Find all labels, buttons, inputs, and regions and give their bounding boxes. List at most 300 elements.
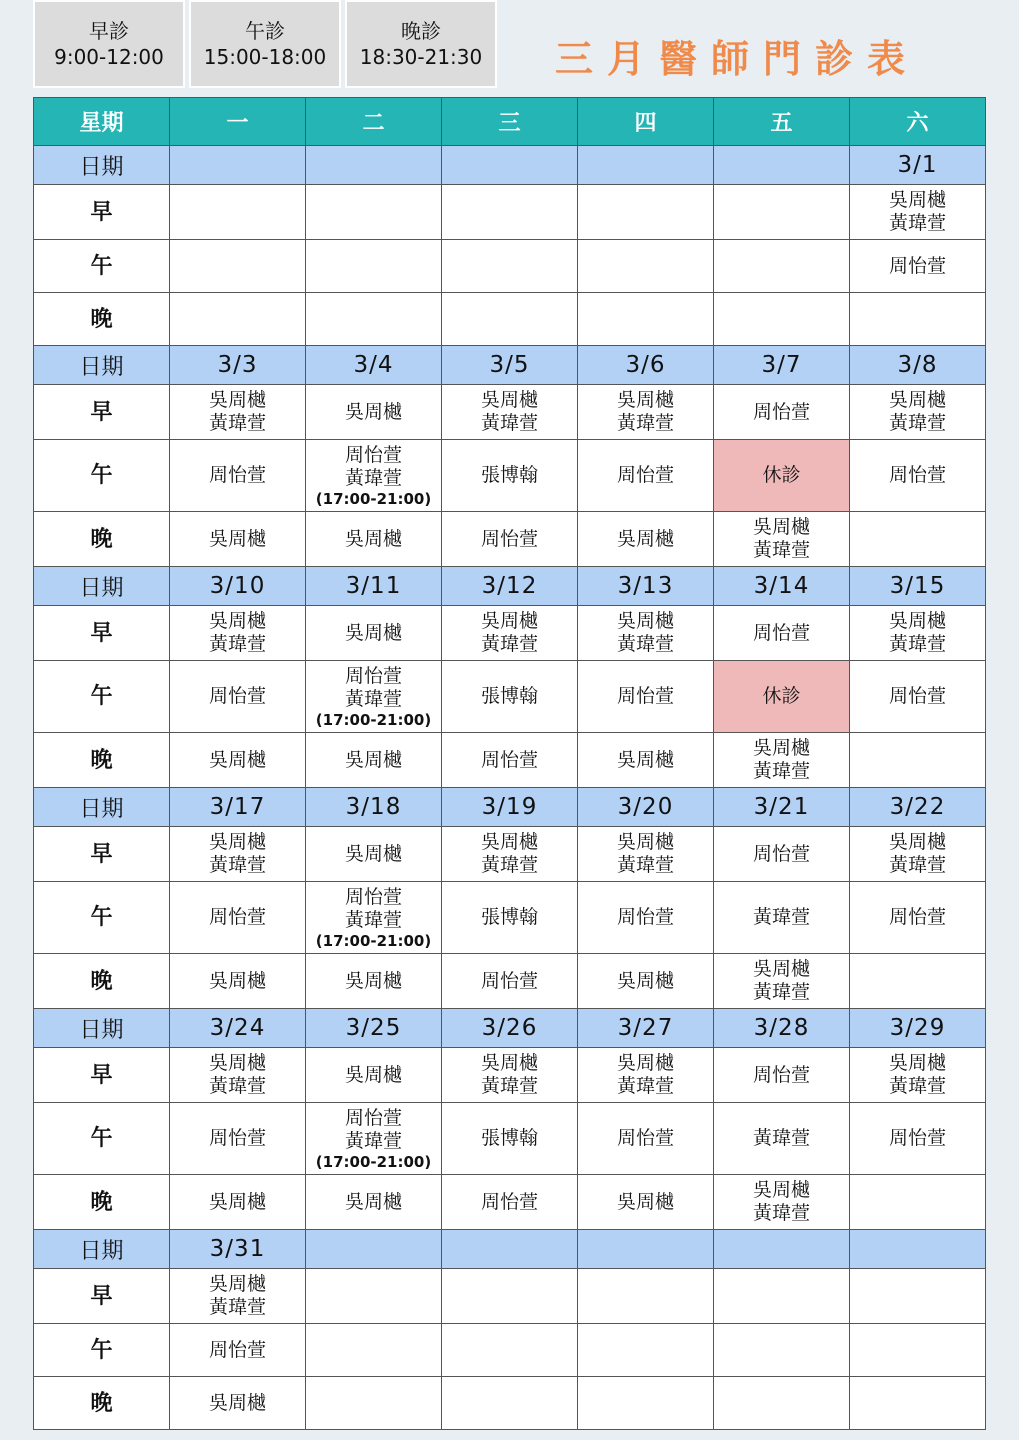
date-row [34, 567, 986, 606]
doctor-name: 黃瑋萱 [752, 1127, 810, 1149]
date-cell: 3/25 [306, 1009, 442, 1048]
date-row-label: 日期 [34, 1009, 170, 1048]
doctor-name: 吳周樾 [480, 389, 538, 411]
date-cell: 3/31 [170, 1230, 306, 1269]
doctor-name: 周怡萱 [616, 685, 674, 707]
doctor-name: 黃瑋萱 [752, 981, 810, 1003]
doctor-name: 吳周樾 [752, 958, 810, 980]
schedule-cell [170, 661, 306, 733]
schedule-cell [306, 1103, 442, 1175]
afternoon-session-row [34, 240, 986, 293]
doctor-name: 吳周樾 [208, 969, 266, 992]
doctor-name: 黃瑋萱 [208, 854, 266, 876]
doctor-name: 吳周樾 [344, 1190, 402, 1213]
schedule-cell [578, 1269, 714, 1324]
schedule-cell [442, 240, 578, 293]
doctor-name: 黃瑋萱 [888, 412, 946, 434]
date-cell: 3/28 [714, 1009, 850, 1048]
doctor-name: 吳周樾 [888, 189, 946, 211]
schedule-cell [850, 240, 986, 293]
schedule-cell [442, 512, 578, 567]
morning-session-row [34, 185, 986, 240]
doctor-name: 吳周樾 [888, 389, 946, 411]
evening-session-row [34, 1377, 986, 1430]
doctor-name: 周怡萱 [480, 1190, 538, 1213]
schedule-cell [714, 606, 850, 661]
date-cell [850, 1230, 986, 1269]
doctor-name: 吳周樾 [480, 610, 538, 632]
schedule-cell [578, 385, 714, 440]
doctor-name: 吳周樾 [752, 1179, 810, 1201]
schedule-cell [578, 1377, 714, 1430]
schedule-cell [170, 882, 306, 954]
schedule-cell [306, 385, 442, 440]
date-cell: 3/6 [578, 346, 714, 385]
closed-cell [714, 440, 850, 512]
schedule-cell [578, 733, 714, 788]
schedule-cell [578, 606, 714, 661]
schedule-cell [170, 440, 306, 512]
date-cell: 3/18 [306, 788, 442, 827]
doctor-name: 周怡萱 [344, 664, 402, 687]
schedule-cell [306, 185, 442, 240]
schedule-cell [850, 1175, 986, 1230]
doctor-name: 吳周樾 [616, 748, 674, 771]
schedule-cell [578, 293, 714, 346]
legend-afternoon-name: 午診 [245, 19, 285, 43]
closed-cell [714, 661, 850, 733]
evening-session-row [34, 954, 986, 1009]
afternoon-session-row [34, 661, 986, 733]
schedule-cell [578, 1175, 714, 1230]
doctor-name: 吳周樾 [616, 527, 674, 550]
doctor-name: 周怡萱 [344, 1106, 402, 1129]
doctor-name: 張博翰 [480, 464, 538, 486]
header-tuesday: 二 [306, 98, 442, 146]
doctor-name: 周怡萱 [208, 1338, 266, 1361]
header-friday: 五 [714, 98, 850, 146]
doctor-name: 黃瑋萱 [752, 760, 810, 782]
doctor-name: 吳周樾 [208, 1190, 266, 1213]
date-cell: 3/13 [578, 567, 714, 606]
schedule-cell [442, 882, 578, 954]
schedule-cell [170, 1324, 306, 1377]
date-cell [306, 146, 442, 185]
schedule-cell [578, 185, 714, 240]
schedule-cell [850, 293, 986, 346]
schedule-cell [714, 1048, 850, 1103]
date-row-label: 日期 [34, 1230, 170, 1269]
schedule-cell [850, 1377, 986, 1430]
schedule-cell [306, 606, 442, 661]
legend-evening-time: 18:30-21:30 [359, 45, 483, 69]
header-weekday-label: 星期 [34, 98, 170, 146]
schedule-cell [306, 827, 442, 882]
date-row [34, 146, 986, 185]
schedule-cell [170, 1269, 306, 1324]
schedule-cell [442, 385, 578, 440]
schedule-cell [850, 1103, 986, 1175]
morning-session-row [34, 827, 986, 882]
legend-morning-name: 早診 [89, 19, 129, 43]
schedule-cell [578, 1048, 714, 1103]
doctor-name: 黃瑋萱 [616, 633, 674, 655]
doctor-name: 吳周樾 [208, 1391, 266, 1414]
date-cell: 3/11 [306, 567, 442, 606]
schedule-cell [442, 1175, 578, 1230]
schedule-cell [850, 440, 986, 512]
schedule-cell [170, 512, 306, 567]
date-cell: 3/5 [442, 346, 578, 385]
date-row [34, 1009, 986, 1048]
legend-morning-time: 9:00-12:00 [54, 45, 164, 69]
evening-session-label: 晚 [34, 512, 170, 567]
doctor-name: 吳周樾 [752, 516, 810, 538]
morning-session-label: 早 [34, 1269, 170, 1324]
doctor-name: 吳周樾 [208, 389, 266, 411]
schedule-cell [578, 827, 714, 882]
schedule-cell [714, 240, 850, 293]
schedule-cell [714, 1377, 850, 1430]
doctor-name: 周怡萱 [344, 443, 402, 466]
schedule-cell [442, 1048, 578, 1103]
schedule-cell [442, 1103, 578, 1175]
doctor-name: 周怡萱 [752, 400, 810, 423]
header-saturday: 六 [850, 98, 986, 146]
date-cell: 3/12 [442, 567, 578, 606]
schedule-cell [714, 954, 850, 1009]
date-cell [306, 1230, 442, 1269]
schedule-cell [170, 293, 306, 346]
evening-session-label: 晚 [34, 293, 170, 346]
schedule-cell [170, 240, 306, 293]
date-cell: 3/22 [850, 788, 986, 827]
evening-session-row [34, 733, 986, 788]
doctor-name: 周怡萱 [888, 464, 946, 486]
doctor-name: 吳周樾 [344, 748, 402, 771]
doctor-name: 黃瑋萱 [344, 466, 402, 489]
schedule-cell [578, 240, 714, 293]
doctor-name: 吳周樾 [208, 610, 266, 632]
schedule-cell [170, 1048, 306, 1103]
schedule-cell [442, 606, 578, 661]
schedule-cell [578, 882, 714, 954]
doctor-name: 黃瑋萱 [480, 633, 538, 655]
schedule-cell [850, 512, 986, 567]
doctor-name: 吳周樾 [888, 610, 946, 632]
doctor-name: 黃瑋萱 [208, 1296, 266, 1318]
doctor-name: 周怡萱 [208, 464, 266, 486]
schedule-cell [850, 1048, 986, 1103]
schedule-cell [442, 1377, 578, 1430]
date-cell [714, 146, 850, 185]
schedule-cell [170, 1377, 306, 1430]
doctor-name: 黃瑋萱 [616, 412, 674, 434]
doctor-name: 周怡萱 [752, 621, 810, 644]
header-wednesday: 三 [442, 98, 578, 146]
afternoon-session-label: 午 [34, 1324, 170, 1377]
afternoon-session-row [34, 1103, 986, 1175]
date-cell: 3/20 [578, 788, 714, 827]
schedule-cell [170, 185, 306, 240]
doctor-name: 黃瑋萱 [888, 633, 946, 655]
schedule-cell [442, 827, 578, 882]
schedule-cell [170, 1175, 306, 1230]
legend-afternoon [189, 0, 341, 88]
schedule-cell [850, 882, 986, 954]
morning-session-row [34, 385, 986, 440]
hours-note: (17:00-21:00) [315, 931, 432, 950]
legend-morning [33, 0, 185, 88]
schedule-cell [442, 1324, 578, 1377]
doctor-name: 吳周樾 [344, 1063, 402, 1086]
afternoon-session-label: 午 [34, 240, 170, 293]
date-cell: 3/19 [442, 788, 578, 827]
doctor-name: 吳周樾 [344, 400, 402, 423]
date-row [34, 788, 986, 827]
doctor-name: 周怡萱 [752, 842, 810, 865]
doctor-name: 吳周樾 [616, 969, 674, 992]
legend-evening-name: 晚診 [401, 19, 441, 43]
doctor-name: 周怡萱 [616, 906, 674, 928]
date-cell: 3/14 [714, 567, 850, 606]
schedule-cell [714, 1324, 850, 1377]
doctor-name: 吳周樾 [208, 831, 266, 853]
schedule-cell [850, 185, 986, 240]
schedule-cell [442, 954, 578, 1009]
doctor-name: 休診 [762, 464, 801, 486]
date-row-label: 日期 [34, 146, 170, 185]
date-row-label: 日期 [34, 788, 170, 827]
date-cell: 3/24 [170, 1009, 306, 1048]
schedule-cell [306, 1175, 442, 1230]
schedule-cell [306, 1269, 442, 1324]
doctor-name: 吳周樾 [208, 527, 266, 550]
schedule-cell [714, 882, 850, 954]
doctor-name: 黃瑋萱 [208, 633, 266, 655]
date-row [34, 1230, 986, 1269]
doctor-name: 周怡萱 [616, 464, 674, 486]
doctor-name: 黃瑋萱 [480, 854, 538, 876]
session-legend [33, 0, 501, 88]
doctor-name: 黃瑋萱 [344, 1129, 402, 1152]
schedule-cell [170, 385, 306, 440]
afternoon-session-label: 午 [34, 1103, 170, 1175]
morning-session-label: 早 [34, 827, 170, 882]
date-cell [170, 146, 306, 185]
schedule-cell [578, 954, 714, 1009]
afternoon-session-row [34, 882, 986, 954]
doctor-name: 張博翰 [480, 906, 538, 928]
doctor-name: 黃瑋萱 [208, 412, 266, 434]
schedule-cell [578, 440, 714, 512]
doctor-name: 吳周樾 [480, 1052, 538, 1074]
legend-evening [345, 0, 497, 88]
afternoon-session-label: 午 [34, 661, 170, 733]
doctor-name: 周怡萱 [752, 1063, 810, 1086]
schedule-cell [714, 1175, 850, 1230]
morning-session-row [34, 1048, 986, 1103]
doctor-name: 周怡萱 [888, 685, 946, 707]
doctor-name: 周怡萱 [888, 254, 946, 277]
doctor-name: 周怡萱 [480, 969, 538, 992]
page-title: 三月醫師門診表 [555, 37, 920, 81]
doctor-name: 周怡萱 [480, 527, 538, 550]
schedule-cell [306, 293, 442, 346]
date-cell: 3/17 [170, 788, 306, 827]
header-monday: 一 [170, 98, 306, 146]
doctor-name: 吳周樾 [616, 1190, 674, 1213]
header-thursday: 四 [578, 98, 714, 146]
date-row [34, 346, 986, 385]
date-row-label: 日期 [34, 346, 170, 385]
schedule-cell [442, 440, 578, 512]
doctor-name: 黃瑋萱 [616, 854, 674, 876]
doctor-name: 黃瑋萱 [344, 908, 402, 931]
schedule-body [34, 146, 986, 1430]
doctor-name: 吳周樾 [616, 610, 674, 632]
date-cell [442, 1230, 578, 1269]
schedule-cell [850, 1269, 986, 1324]
afternoon-session-label: 午 [34, 882, 170, 954]
hours-note: (17:00-21:00) [315, 710, 432, 729]
schedule-cell [850, 954, 986, 1009]
date-cell: 3/21 [714, 788, 850, 827]
schedule-cell [170, 1103, 306, 1175]
doctor-name: 吳周樾 [616, 1052, 674, 1074]
doctor-name: 黃瑋萱 [752, 1202, 810, 1224]
doctor-name: 周怡萱 [208, 906, 266, 928]
doctor-name: 吳周樾 [344, 527, 402, 550]
doctor-name: 黃瑋萱 [616, 1075, 674, 1097]
schedule-cell [170, 954, 306, 1009]
doctor-name: 周怡萱 [480, 748, 538, 771]
date-cell: 3/4 [306, 346, 442, 385]
schedule-cell [306, 512, 442, 567]
schedule-cell [714, 293, 850, 346]
afternoon-session-row [34, 1324, 986, 1377]
schedule-cell [306, 661, 442, 733]
doctor-name: 吳周樾 [480, 831, 538, 853]
schedule-cell [850, 827, 986, 882]
schedule-cell [714, 185, 850, 240]
doctor-name: 黃瑋萱 [208, 1075, 266, 1097]
schedule-cell [714, 733, 850, 788]
evening-session-row [34, 512, 986, 567]
schedule-cell [578, 1324, 714, 1377]
morning-session-row [34, 1269, 986, 1324]
schedule-cell [714, 1269, 850, 1324]
schedule-cell [306, 1048, 442, 1103]
date-cell: 3/7 [714, 346, 850, 385]
date-cell: 3/10 [170, 567, 306, 606]
doctor-name: 黃瑋萱 [888, 1075, 946, 1097]
doctor-name: 黃瑋萱 [888, 212, 946, 234]
doctor-name: 吳周樾 [344, 842, 402, 865]
morning-session-label: 早 [34, 606, 170, 661]
schedule-cell [442, 185, 578, 240]
date-cell: 3/8 [850, 346, 986, 385]
doctor-name: 黃瑋萱 [752, 539, 810, 561]
evening-session-row [34, 1175, 986, 1230]
schedule-cell [578, 512, 714, 567]
morning-session-label: 早 [34, 385, 170, 440]
weekday-header-row [34, 98, 986, 146]
doctor-name: 吳周樾 [888, 1052, 946, 1074]
morning-session-label: 早 [34, 185, 170, 240]
doctor-name: 休診 [762, 685, 801, 707]
date-cell: 3/3 [170, 346, 306, 385]
evening-session-label: 晚 [34, 1175, 170, 1230]
schedule-cell [850, 1324, 986, 1377]
schedule-cell [850, 733, 986, 788]
doctor-name: 吳周樾 [208, 1273, 266, 1295]
doctor-name: 吳周樾 [616, 831, 674, 853]
date-cell [578, 146, 714, 185]
schedule-cell [306, 882, 442, 954]
schedule-cell [306, 240, 442, 293]
date-cell: 3/26 [442, 1009, 578, 1048]
schedule-cell [170, 606, 306, 661]
schedule-cell [306, 1324, 442, 1377]
schedule-cell [850, 661, 986, 733]
schedule-cell [170, 827, 306, 882]
date-cell [442, 146, 578, 185]
schedule-cell [578, 661, 714, 733]
schedule-cell [442, 733, 578, 788]
date-row-label: 日期 [34, 567, 170, 606]
doctor-name: 黃瑋萱 [344, 687, 402, 710]
date-cell [578, 1230, 714, 1269]
doctor-name: 黃瑋萱 [752, 906, 810, 928]
hours-note: (17:00-21:00) [315, 489, 432, 508]
schedule-cell [714, 385, 850, 440]
hours-note: (17:00-21:00) [315, 1152, 432, 1171]
afternoon-session-row [34, 440, 986, 512]
doctor-name: 周怡萱 [888, 906, 946, 928]
date-cell: 3/1 [850, 146, 986, 185]
afternoon-session-label: 午 [34, 440, 170, 512]
date-cell: 3/27 [578, 1009, 714, 1048]
evening-session-row [34, 293, 986, 346]
morning-session-row [34, 606, 986, 661]
schedule-cell [714, 1103, 850, 1175]
date-cell: 3/29 [850, 1009, 986, 1048]
legend-afternoon-time: 15:00-18:00 [203, 45, 327, 69]
doctor-name: 張博翰 [480, 685, 538, 707]
evening-session-label: 晚 [34, 954, 170, 1009]
doctor-name: 黃瑋萱 [888, 854, 946, 876]
doctor-name: 吳周樾 [344, 621, 402, 644]
date-cell: 3/15 [850, 567, 986, 606]
doctor-name: 吳周樾 [616, 389, 674, 411]
schedule-cell [170, 733, 306, 788]
schedule-cell [442, 1269, 578, 1324]
evening-session-label: 晚 [34, 733, 170, 788]
schedule-cell [442, 293, 578, 346]
schedule-cell [850, 606, 986, 661]
doctor-name: 周怡萱 [616, 1127, 674, 1149]
schedule-cell [578, 1103, 714, 1175]
schedule-cell [714, 512, 850, 567]
doctor-name: 吳周樾 [344, 969, 402, 992]
date-cell [714, 1230, 850, 1269]
doctor-name: 黃瑋萱 [480, 1075, 538, 1097]
schedule-cell [306, 733, 442, 788]
doctor-name: 周怡萱 [344, 885, 402, 908]
schedule-cell [306, 954, 442, 1009]
doctor-name: 吳周樾 [208, 1052, 266, 1074]
